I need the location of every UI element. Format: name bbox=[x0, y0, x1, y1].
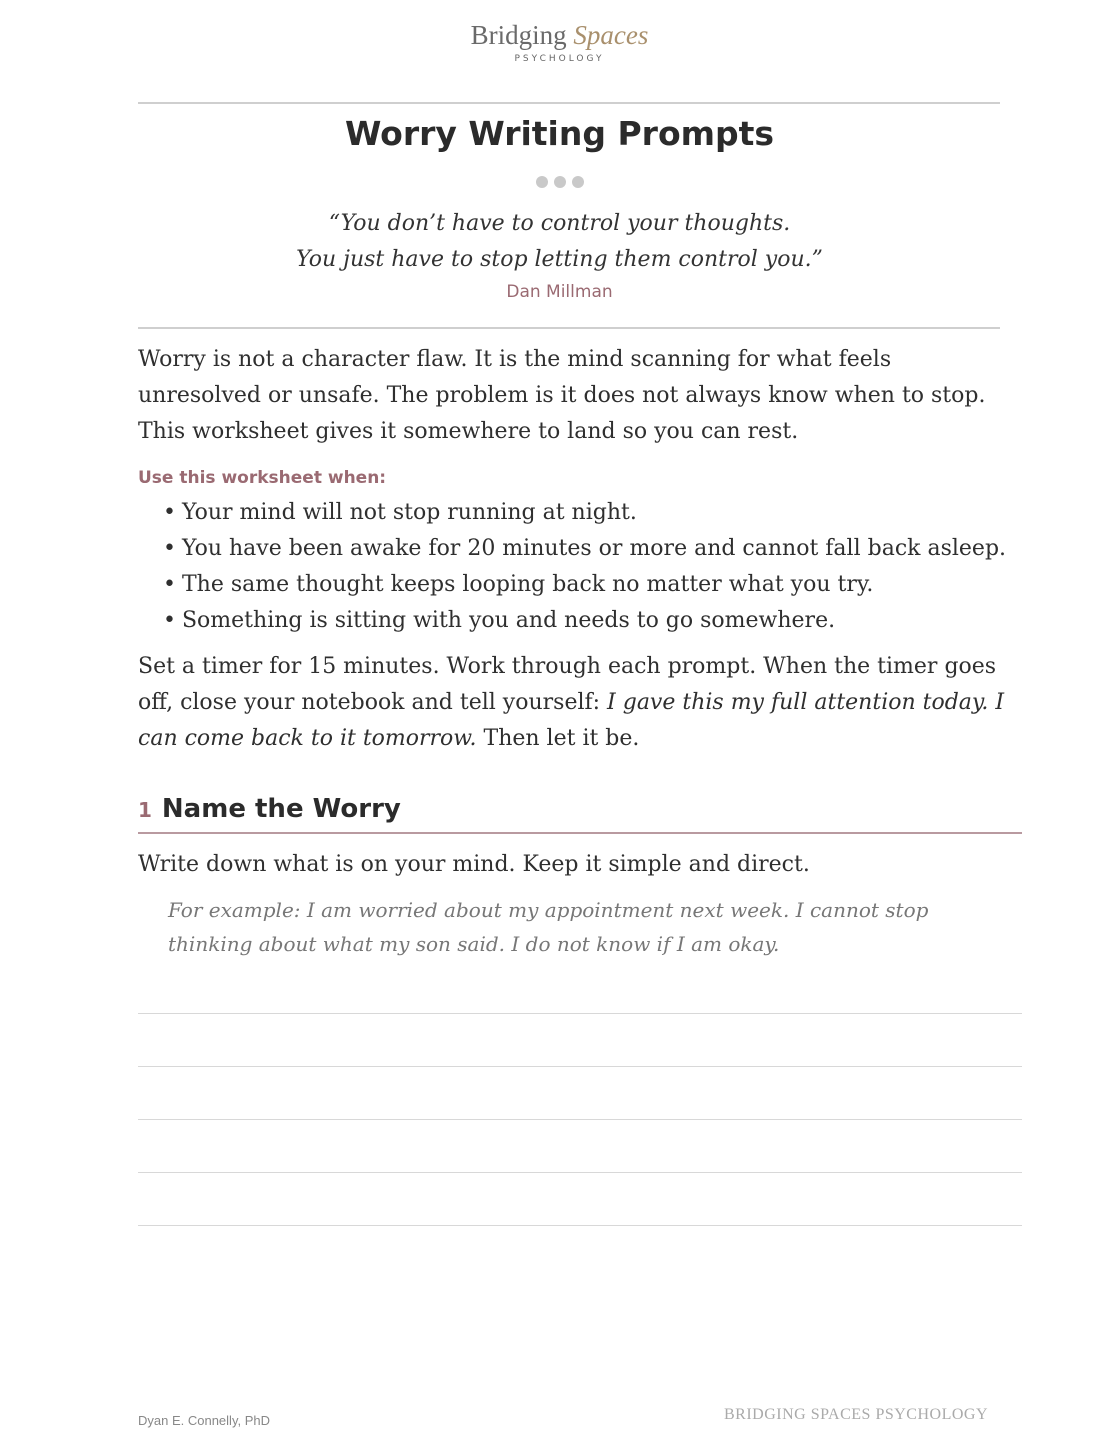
dot-icon bbox=[572, 176, 584, 188]
list-item: • The same thought keeps looping back no matter what you try. bbox=[163, 567, 1023, 603]
logo-word-spaces: Spaces bbox=[573, 20, 649, 50]
writing-line[interactable] bbox=[138, 1172, 1022, 1173]
quote-author: Dan Millman bbox=[506, 282, 613, 302]
section-title: Name the Worry bbox=[161, 794, 401, 824]
instructions-italic: I gave this my full attention today. I can come back to it tomorrow. bbox=[138, 690, 1005, 751]
use-when-heading: Use this worksheet when: bbox=[138, 468, 387, 488]
instructions-text: Set a timer for 15 minutes. Work through each prompt. When the timer goes off, close your notebook and tell yourself: bbox=[138, 654, 997, 715]
footer-brand: BRIDGING SPACES PSYCHOLOGY bbox=[724, 1406, 989, 1423]
quote-line-1: “You don’t have to control your thoughts. bbox=[328, 211, 791, 236]
writing-line[interactable] bbox=[138, 1119, 1022, 1120]
logo-subtitle: PSYCHOLOGY bbox=[514, 54, 605, 64]
footer-author: Dyan E. Connelly, PhD bbox=[138, 1413, 270, 1428]
logo bbox=[0, 18, 1119, 64]
page-title: Worry Writing Prompts bbox=[344, 114, 775, 153]
logo-wordmark bbox=[0, 18, 1119, 52]
writing-line[interactable] bbox=[138, 1225, 1022, 1226]
decorative-dots bbox=[0, 173, 1119, 192]
list-item: • Something is sitting with you and needs to go somewhere. bbox=[163, 603, 1023, 639]
list-item: • You have been awake for 20 minutes or more and cannot fall back asleep. bbox=[163, 531, 1023, 567]
quote bbox=[0, 206, 1119, 278]
logo-word-bridging: Bridging bbox=[470, 20, 567, 50]
writing-line[interactable] bbox=[138, 1066, 1022, 1067]
instructions-paragraph bbox=[138, 649, 1018, 757]
list-item: • Your mind will not stop running at night. bbox=[163, 495, 1023, 531]
section-example: For example: I am worried about my appointment next week. I cannot stop thinking about what my son said. I do not know if I am okay. bbox=[168, 898, 929, 956]
instructions-end: Then let it be. bbox=[476, 726, 640, 751]
top-divider bbox=[138, 102, 1000, 104]
use-when-list bbox=[163, 495, 1023, 639]
dot-icon bbox=[554, 176, 566, 188]
writing-line[interactable] bbox=[138, 1013, 1022, 1014]
section-prompt: Write down what is on your mind. Keep it simple and direct. bbox=[138, 852, 810, 877]
quote-divider bbox=[138, 327, 1000, 329]
dot-icon bbox=[536, 176, 548, 188]
section-number: 1 bbox=[138, 798, 152, 822]
section-heading bbox=[138, 794, 1022, 834]
intro-paragraph: Worry is not a character flaw. It is the mind scanning for what feels unresolved or unsafe. The problem is it does not always know when to stop. This worksheet gives it somewhere to land so you can rest. bbox=[138, 347, 986, 444]
quote-line-2: You just have to stop letting them control you.” bbox=[296, 247, 823, 272]
